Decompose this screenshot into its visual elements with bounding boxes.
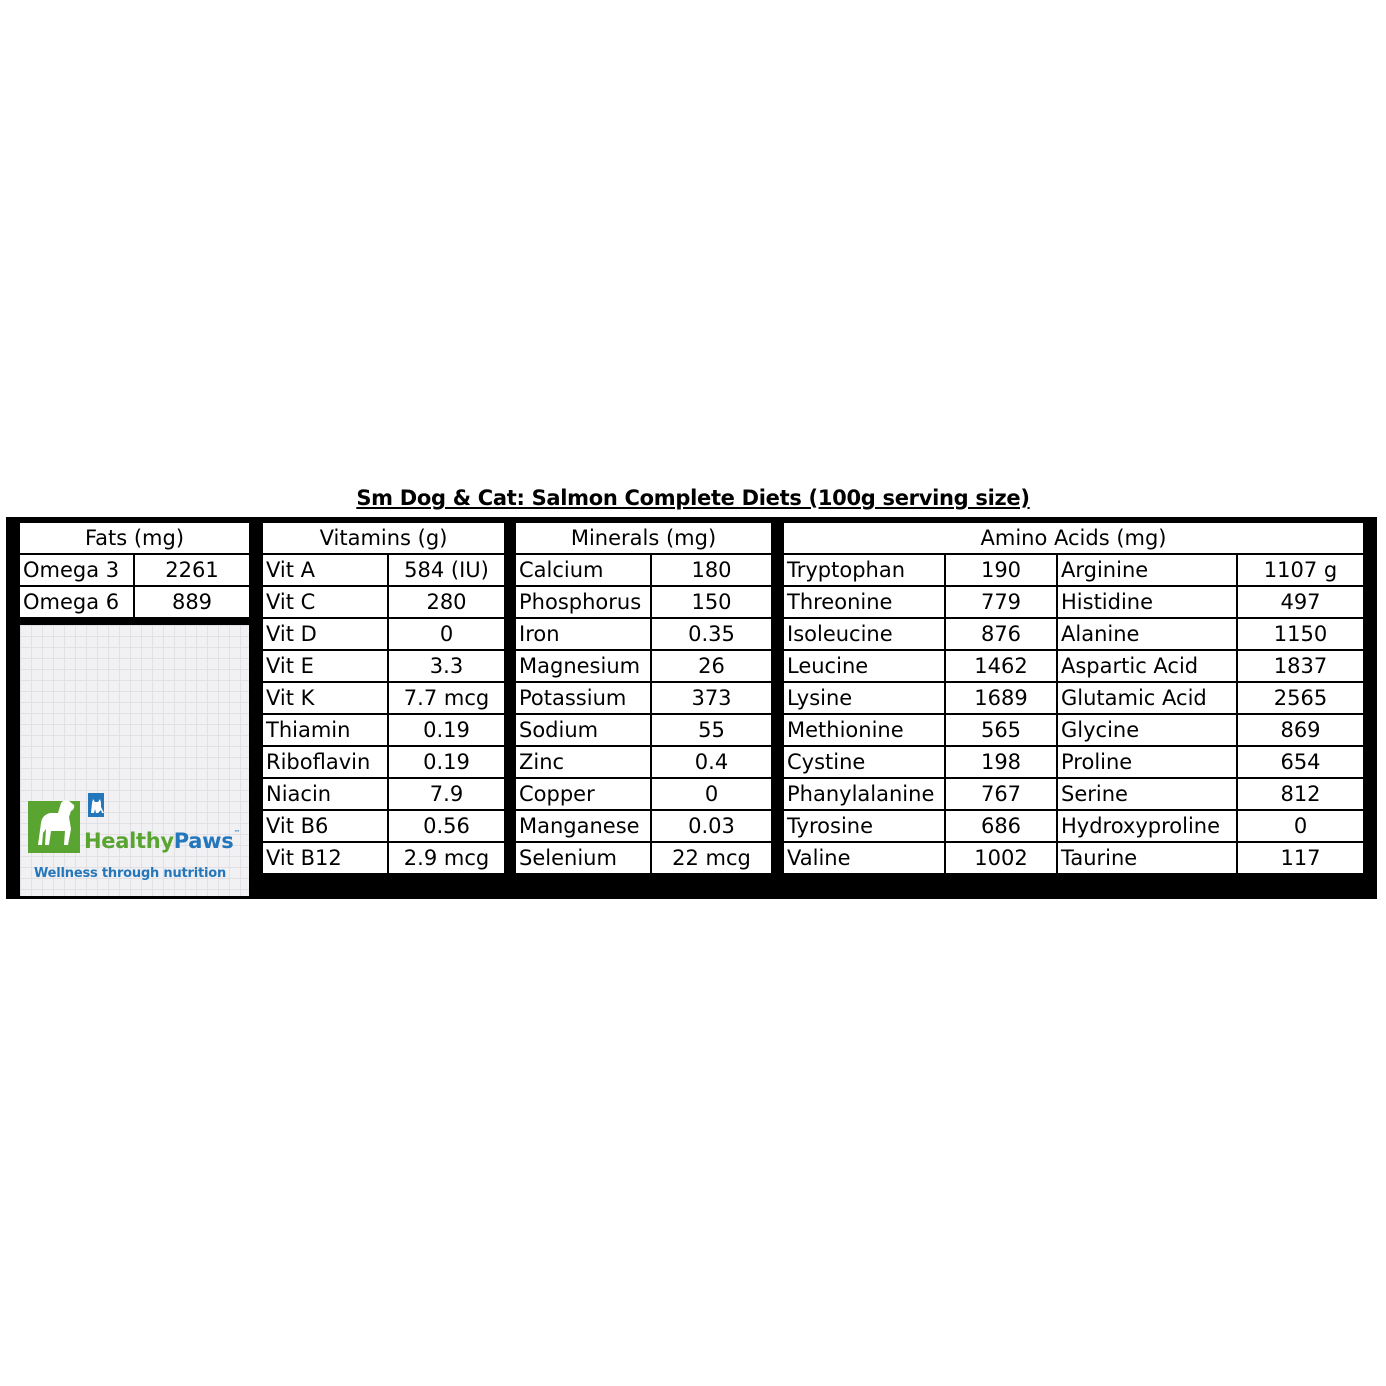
amino-value: 654 [1238, 747, 1363, 777]
mineral-name: Potassium [516, 683, 650, 713]
table-row [784, 555, 1363, 585]
amino-value: 117 [1238, 843, 1363, 873]
table-row [516, 779, 771, 809]
table-row [784, 651, 1363, 681]
mineral-name: Iron [516, 619, 650, 649]
vitamin-value: 584 (IU) [389, 555, 504, 585]
amino-name: Taurine [1058, 843, 1236, 873]
amino-name: Arginine [1058, 555, 1236, 585]
vitamins-header: Vitamins (g) [263, 523, 504, 553]
amino-name: Serine [1058, 779, 1236, 809]
vitamin-name: Riboflavin [263, 747, 387, 777]
amino-value: 1150 [1238, 619, 1363, 649]
table-row [516, 747, 771, 777]
amino-name: Glycine [1058, 715, 1236, 745]
table-row [784, 843, 1363, 873]
vitamin-name: Vit B12 [263, 843, 387, 873]
amino-name: Valine [784, 843, 944, 873]
mineral-value: 180 [652, 555, 771, 585]
table-row [516, 683, 771, 713]
mineral-name: Zinc [516, 747, 650, 777]
amino-value: 497 [1238, 587, 1363, 617]
mineral-value: 22 mcg [652, 843, 771, 873]
table-row [516, 651, 771, 681]
table-row [516, 619, 771, 649]
vitamin-value: 0.19 [389, 747, 504, 777]
table-row [784, 715, 1363, 745]
mineral-value: 0.4 [652, 747, 771, 777]
table-row [263, 587, 504, 617]
table-row [784, 779, 1363, 809]
amino-header: Amino Acids (mg) [784, 523, 1363, 553]
table-row [516, 843, 771, 873]
table-row [516, 587, 771, 617]
amino-value: 198 [946, 747, 1056, 777]
logo-tagline: Wellness through nutrition [34, 866, 227, 881]
fat-name: Omega 3 [20, 555, 133, 585]
table-row [20, 587, 249, 617]
vitamin-name: Vit C [263, 587, 387, 617]
vitamin-name: Thiamin [263, 715, 387, 745]
table-row [263, 747, 504, 777]
healthypaws-logo [20, 625, 249, 896]
amino-value: 190 [946, 555, 1056, 585]
amino-value: 1462 [946, 651, 1056, 681]
table-row [784, 683, 1363, 713]
vitamin-value: 280 [389, 587, 504, 617]
table-row [784, 811, 1363, 841]
table-row [263, 651, 504, 681]
amino-name: Lysine [784, 683, 944, 713]
amino-name: Methionine [784, 715, 944, 745]
vitamin-name: Niacin [263, 779, 387, 809]
vitamin-value: 0.19 [389, 715, 504, 745]
amino-name: Proline [1058, 747, 1236, 777]
vitamin-value: 3.3 [389, 651, 504, 681]
mineral-name: Selenium [516, 843, 650, 873]
table-row [263, 715, 504, 745]
table-row [263, 619, 504, 649]
mineral-name: Phosphorus [516, 587, 650, 617]
amino-name: Hydroxyproline [1058, 811, 1236, 841]
mineral-value: 0 [652, 779, 771, 809]
fats-table [18, 521, 251, 619]
table-row [516, 811, 771, 841]
logo-trademark: ™ [233, 829, 241, 837]
fats-header: Fats (mg) [20, 523, 249, 553]
mineral-value: 55 [652, 715, 771, 745]
fat-value: 889 [135, 587, 249, 617]
table-row [784, 619, 1363, 649]
vitamins-table [261, 521, 506, 875]
mineral-name: Sodium [516, 715, 650, 745]
vitamin-value: 7.7 mcg [389, 683, 504, 713]
amino-name: Leucine [784, 651, 944, 681]
table-row [263, 811, 504, 841]
amino-value: 767 [946, 779, 1056, 809]
table-row [263, 683, 504, 713]
vitamin-value: 7.9 [389, 779, 504, 809]
amino-name: Alanine [1058, 619, 1236, 649]
amino-value: 686 [946, 811, 1056, 841]
amino-name: Threonine [784, 587, 944, 617]
mineral-value: 373 [652, 683, 771, 713]
fat-name: Omega 6 [20, 587, 133, 617]
logo-brand-name [84, 829, 240, 853]
vitamin-value: 0 [389, 619, 504, 649]
amino-value: 565 [946, 715, 1056, 745]
mineral-value: 150 [652, 587, 771, 617]
logo-brand-part1: Healthy [84, 829, 174, 853]
vitamin-name: Vit B6 [263, 811, 387, 841]
amino-name: Histidine [1058, 587, 1236, 617]
amino-name: Aspartic Acid [1058, 651, 1236, 681]
fat-value: 2261 [135, 555, 249, 585]
mineral-name: Calcium [516, 555, 650, 585]
table-row [263, 779, 504, 809]
table-row [516, 555, 771, 585]
table-row [20, 555, 249, 585]
vitamin-name: Vit E [263, 651, 387, 681]
amino-value: 779 [946, 587, 1056, 617]
table-row [263, 555, 504, 585]
mineral-name: Magnesium [516, 651, 650, 681]
table-row [516, 715, 771, 745]
page-title: Sm Dog & Cat: Salmon Complete Diets (100g serving size) [356, 486, 1030, 510]
vitamin-name: Vit K [263, 683, 387, 713]
amino-value: 0 [1238, 811, 1363, 841]
vitamin-value: 2.9 mcg [389, 843, 504, 873]
amino-value: 1002 [946, 843, 1056, 873]
amino-value: 1689 [946, 683, 1056, 713]
amino-value: 2565 [1238, 683, 1363, 713]
amino-name: Phanylalanine [784, 779, 944, 809]
amino-acids-table [782, 521, 1365, 875]
amino-name: Tryptophan [784, 555, 944, 585]
minerals-header: Minerals (mg) [516, 523, 771, 553]
amino-name: Cystine [784, 747, 944, 777]
amino-value: 876 [946, 619, 1056, 649]
table-row [784, 747, 1363, 777]
minerals-table [514, 521, 773, 875]
amino-name: Isoleucine [784, 619, 944, 649]
amino-value: 1837 [1238, 651, 1363, 681]
logo-brand-part2: Paws [173, 829, 234, 853]
amino-name: Tyrosine [784, 811, 944, 841]
amino-value: 1107 g [1238, 555, 1363, 585]
amino-name: Glutamic Acid [1058, 683, 1236, 713]
mineral-name: Copper [516, 779, 650, 809]
mineral-value: 0.35 [652, 619, 771, 649]
vitamin-name: Vit A [263, 555, 387, 585]
amino-value: 869 [1238, 715, 1363, 745]
mineral-value: 0.03 [652, 811, 771, 841]
mineral-name: Manganese [516, 811, 650, 841]
mineral-value: 26 [652, 651, 771, 681]
amino-value: 812 [1238, 779, 1363, 809]
vitamin-name: Vit D [263, 619, 387, 649]
table-row [263, 843, 504, 873]
table-row [784, 587, 1363, 617]
vitamin-value: 0.56 [389, 811, 504, 841]
